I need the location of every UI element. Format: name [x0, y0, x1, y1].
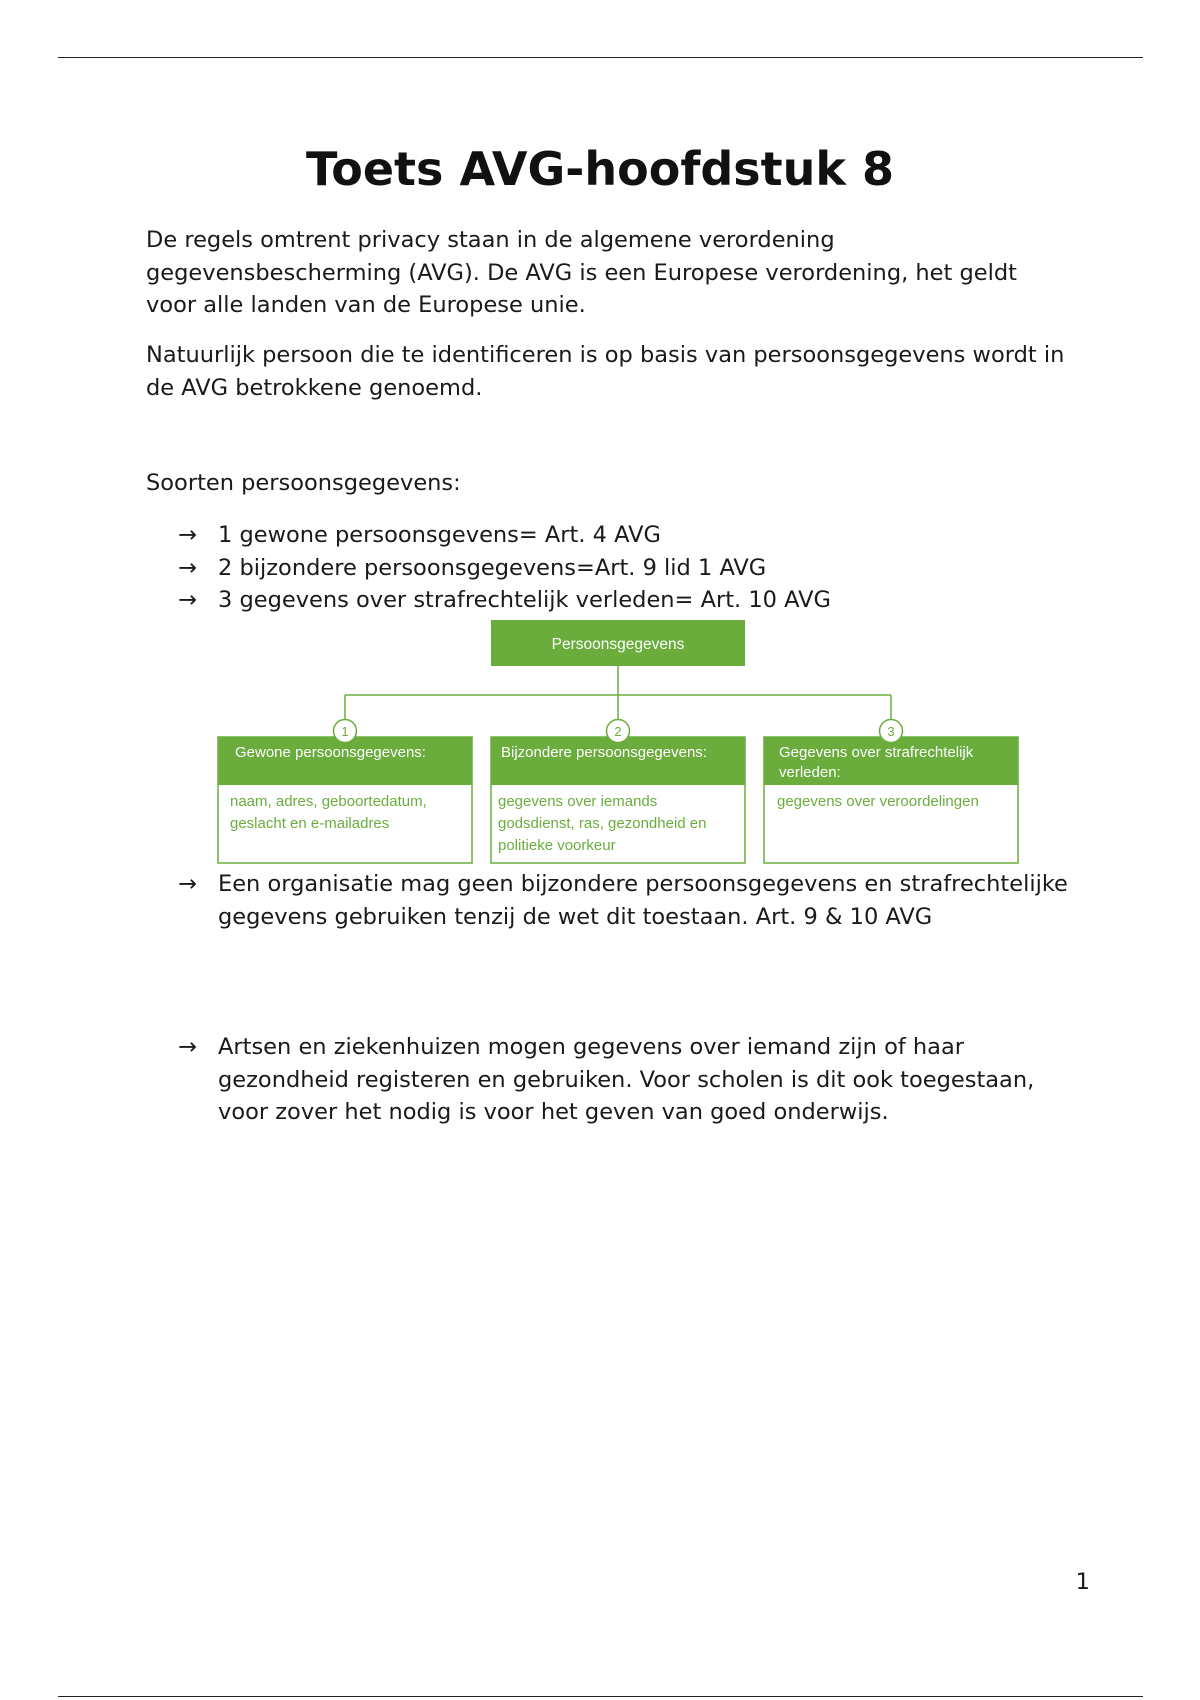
- header-rule: [58, 57, 1143, 58]
- arrow-bullet-icon: →: [178, 522, 197, 548]
- definition-paragraph: Natuurlijk persoon die te identificeren is op basis van persoonsgegevens wordt in de AVG betrokkene genoemd.: [146, 342, 1065, 401]
- notes-list: [178, 1031, 1078, 1129]
- list-item-text: Een organisatie mag geen bijzondere persoonsgegevens en strafrechtelijke gegevens gebruiken tenzij de wet dit toestaan. Art. 9 & 10 AVG: [218, 871, 1068, 930]
- arrow-bullet-icon: →: [178, 1034, 197, 1060]
- intro-paragraph: De regels omtrent privacy staan in de algemene verordening gegevensbescherming (AVG). De AVG is een Europese verordening, het geldt voor alle landen van de Europese unie.: [146, 227, 1017, 318]
- list-item-text: 1 gewone persoonsgevens= Art. 4 AVG: [218, 522, 661, 548]
- number-badge-label: 2: [614, 724, 622, 739]
- list-item: [178, 519, 1078, 552]
- category-title: verleden:: [779, 764, 841, 781]
- list-item: [178, 584, 1078, 617]
- diagram-root-label: Persoonsgegevens: [551, 636, 685, 653]
- category-example: gegevens over iemands: [498, 793, 658, 810]
- page-title: Toets AVG-hoofdstuk 8: [305, 142, 894, 196]
- list-item: [178, 868, 1078, 933]
- diagram-connectors: [345, 666, 891, 723]
- category-example: naam, adres, geboortedatum,: [230, 793, 427, 810]
- list-item-text: 3 gegevens over strafrechtelijk verleden= Art. 10 AVG: [218, 587, 831, 613]
- page-number: 1: [1075, 1569, 1090, 1595]
- list-item-text: 2 bijzondere persoonsgegevens=Art. 9 lid 1 AVG: [218, 554, 767, 581]
- category-title: Bijzondere persoonsgegevens:: [501, 744, 707, 761]
- category-title: Gegevens over strafrechtelijk: [779, 744, 974, 761]
- personal-data-diagram: [216, 618, 1026, 866]
- footer-rule: [58, 1696, 1143, 1697]
- types-list: [178, 519, 1078, 617]
- category-example: politieke voorkeur: [498, 837, 616, 854]
- number-badge-label: 1: [341, 724, 349, 739]
- number-badge-label: 3: [887, 724, 895, 739]
- category-example: gegevens over veroordelingen: [777, 793, 979, 810]
- category-title: Gewone persoonsgegevens:: [235, 744, 426, 761]
- diagram-category-3: [764, 720, 1018, 864]
- list-item-text: Artsen en ziekenhuizen mogen gegevens over iemand zijn of haar gezondheid registeren en gebruiken. Voor scholen is dit ook toegestaan, voor zover het nodig is voor het geven van goed onderwijs.: [218, 1034, 1035, 1125]
- arrow-bullet-icon: →: [178, 871, 197, 897]
- list-item: [178, 552, 1078, 585]
- diagram-category-1: [218, 720, 472, 864]
- arrow-bullet-icon: →: [178, 587, 197, 613]
- category-example: godsdienst, ras, gezondheid en: [498, 815, 707, 832]
- category-example: geslacht en e-mailadres: [230, 815, 390, 832]
- types-heading: Soorten persoonsgegevens:: [146, 470, 461, 496]
- notes-list: [178, 868, 1078, 933]
- arrow-bullet-icon: →: [178, 554, 197, 581]
- diagram-category-2: [491, 720, 745, 864]
- list-item: [178, 1031, 1078, 1129]
